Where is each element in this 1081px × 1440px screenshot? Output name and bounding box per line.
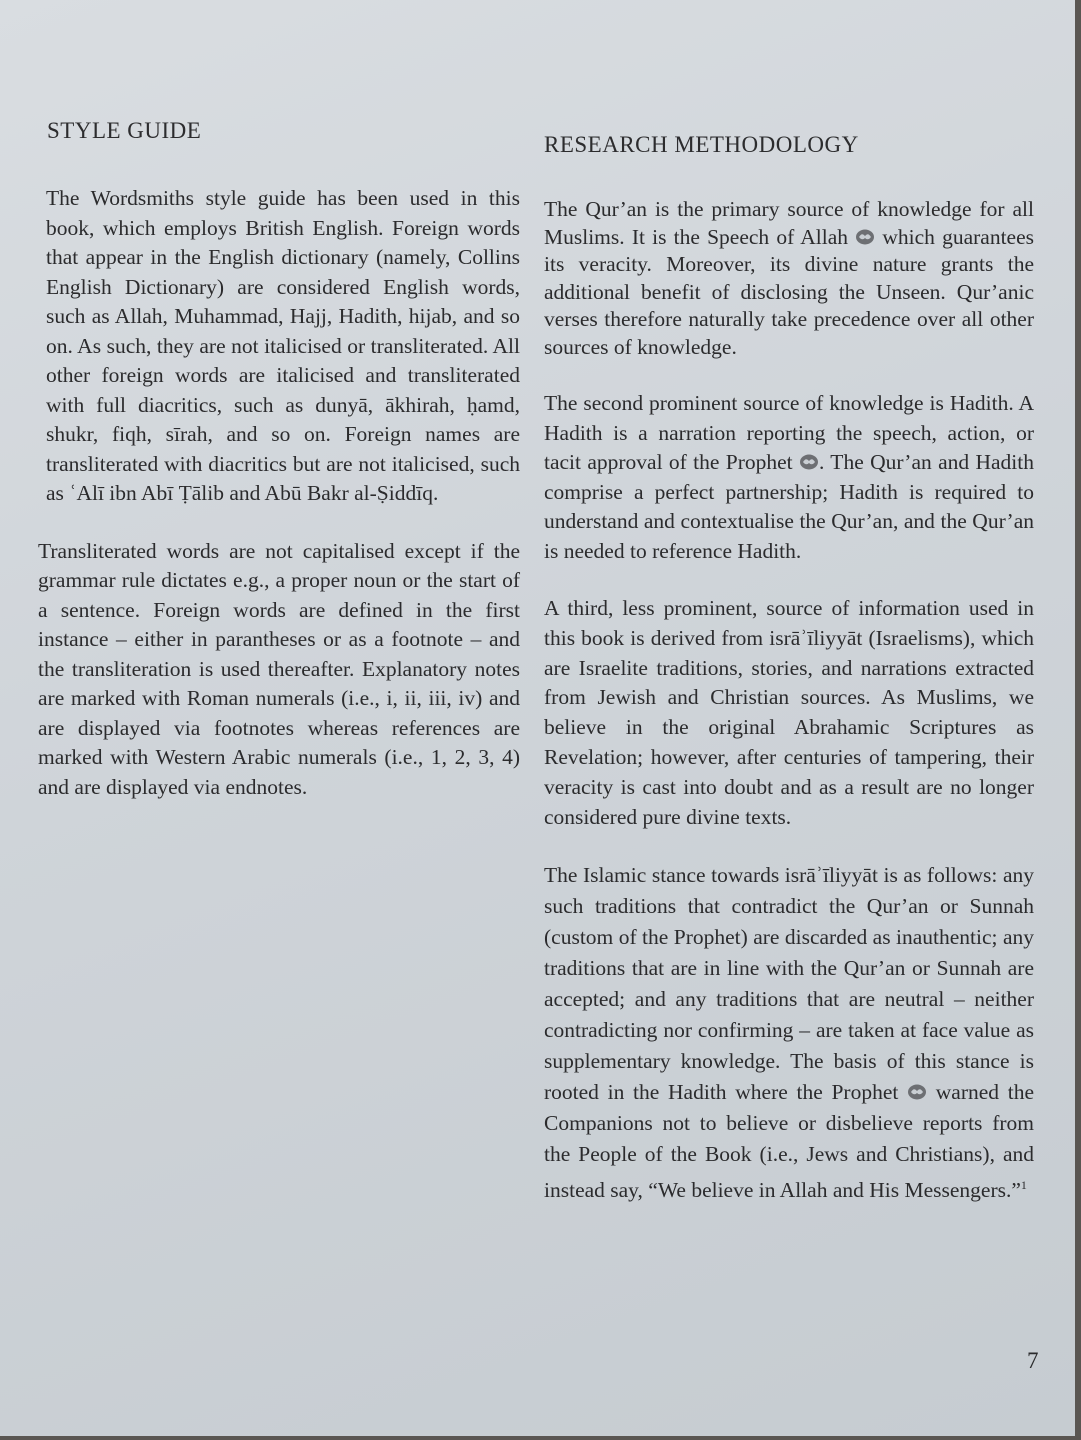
methodology-paragraph-1-part-b: which guarantees its veracity. Moreover, its divine nature grants the additional benefit of disclosing the Unseen. Qur’anic verses therefore naturally take precedence over all other sources of knowledge. <box>544 224 1035 359</box>
style-guide-column <box>30 118 520 802</box>
style-guide-paragraph-1: The Wordsmiths style guide has been used in this book, which employs British English. Foreign words that appear in the English dictionary (namely, Collins English Dictionary) are considered English words, such as Allah, Muhammad, Hajj, Hadith, hijab, and so on. As such, they are not italicised or transliterated. All other foreign words are italicised and transliterated with full diacritics, such as dunyā, ākhirah, ḥamd, shukr, fiqh, sīrah, and so on. Foreign names are transliterated with diacritics but are not italicised, such as ʿAlī ibn Abī Ṭālib and Abū Bakr al-Ṣiddīq. <box>46 186 520 505</box>
style-guide-paragraph-2: Transliterated words are not capitalised except if the grammar rule dictates e.g., a proper noun or the start of a sentence. Foreign words are defined in the first instance – either in parantheses or as a footnote – and the transliteration is used thereafter. Explanatory notes are marked with Roman numerals (i.e., i, ii, iii, iv) and are displayed via footnotes whereas references are marked with Western Arabic numerals (i.e., 1, 2, 3, 4) and are displayed via endnotes. <box>38 538 520 799</box>
methodology-paragraph-2-part-b: . The Qur’an and Hadith comprise a perfect partnership; Hadith is required to understand and contextualise the Qur’an, and the Qur’an is needed to reference Hadith. <box>544 450 1034 563</box>
methodology-paragraph-2 <box>544 389 1034 566</box>
honorific-glyph-icon <box>799 450 819 468</box>
research-methodology-column <box>544 132 1034 1207</box>
page-number: 7 <box>1027 1348 1039 1373</box>
honorific-glyph-icon <box>907 1079 927 1097</box>
methodology-paragraph-4-part-b: warned the Companions not to believe or disbelieve reports from the People of the Book (i.e., Jews and Christians), and instead say, “We believe in Allah and His Messengers.” <box>544 1080 1035 1203</box>
methodology-paragraph-2-part-a: The second prominent source of knowledge is Hadith. A Hadith is a narration reporting the speech, action, or tacit approval of the Prophet <box>544 391 1034 474</box>
research-methodology-heading: RESEARCH METHODOLOGY <box>544 132 859 157</box>
methodology-paragraph-4-part-a: The Islamic stance towards isrāʾīliyyāt is as follows: any such traditions that contradict the Qur’an or Sunnah (custom of the Prophet) are discarded as inauthentic; any traditions that are in line with the Qur’an or Sunnah are accepted; and any traditions that are neutral – neither contradicting nor confirming – are taken at face value as supplementary knowledge. The basis of this stance is rooted in the Hadith where the Prophet <box>544 863 1034 1105</box>
methodology-paragraph-4 <box>544 860 1034 1206</box>
endnote-marker: 1 <box>1020 1178 1027 1193</box>
honorific-glyph-icon <box>855 226 875 244</box>
style-guide-heading: STYLE GUIDE <box>47 118 202 143</box>
methodology-paragraph-3: A third, less prominent, source of information used in this book is derived from isrāʾīliyyāt (Israelisms), which are Israelite traditions, stories, and narrations extracted from Jewish and Christian sources. As Muslims, we believe in the original Abrahamic Scriptures as Revelation; however, after centuries of tampering, their veracity is cast into doubt and as a result are no longer considered pure divine texts. <box>544 596 1034 829</box>
methodology-paragraph-1 <box>544 196 1034 361</box>
methodology-paragraph-1-part-a: The Qur’an is the primary source of knowledge for all Muslims. It is the Speech of Allah <box>544 197 1034 249</box>
